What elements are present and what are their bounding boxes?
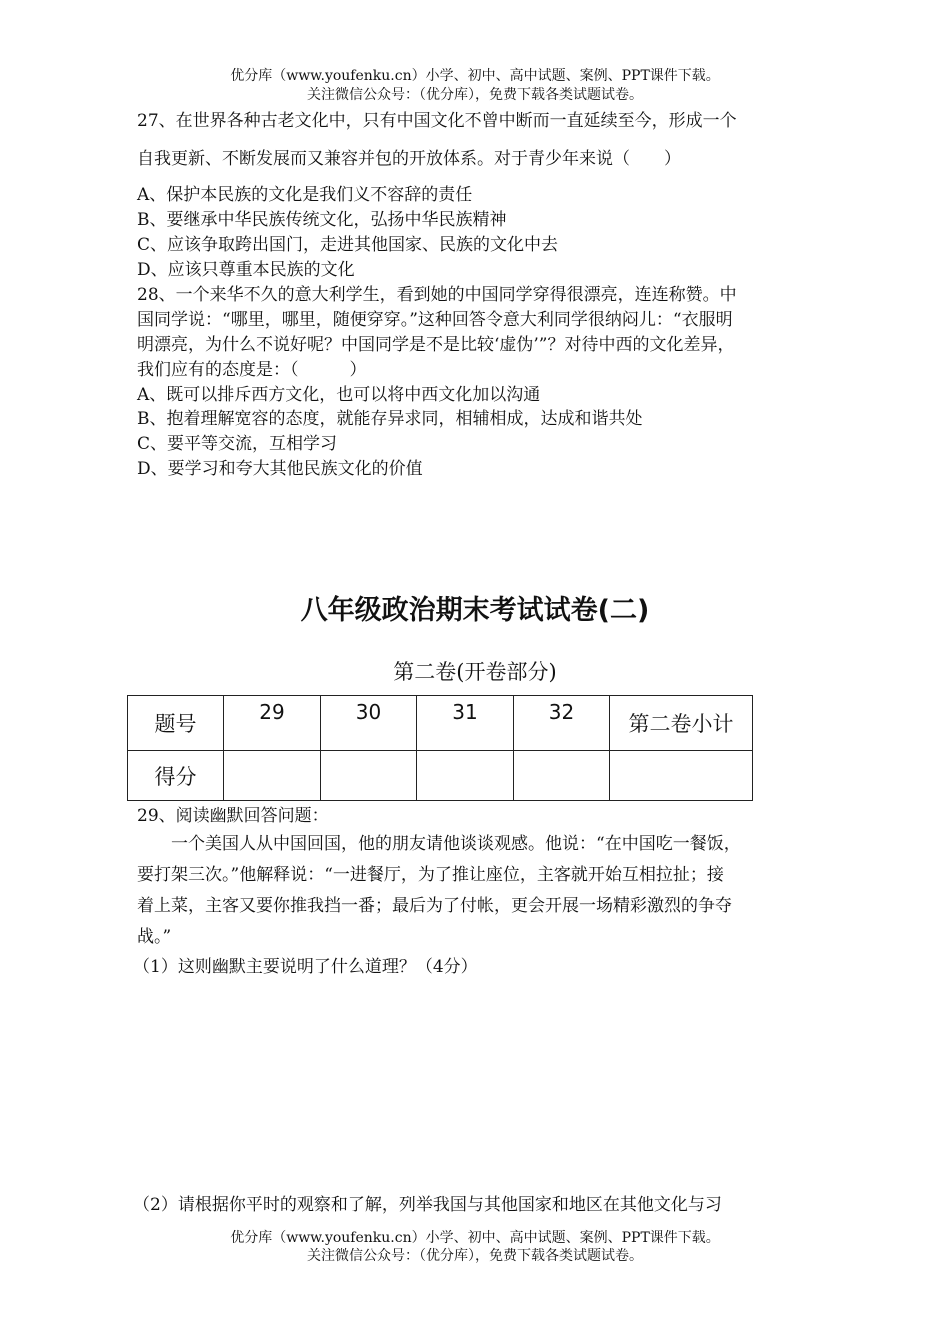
- q27-option-a: A、保护本民族的文化是我们义不容辞的责任: [137, 185, 473, 205]
- page-header-line-1: 优分库（www.youfenku.cn）小学、初中、高中试题、案例、PPT课件下载。: [230, 68, 720, 84]
- score-table-header-row: [128, 696, 753, 751]
- q29-sub-question-1: （1）这则幽默主要说明了什么道理？（4分）: [133, 957, 478, 977]
- q28-stem-line-1: 28、一个来华不久的意大利学生，看到她的中国同学穿得很漂亮，连连称赞。中: [137, 285, 737, 305]
- answer-space-1[interactable]: [137, 980, 817, 1180]
- q28-stem-line-2: 国同学说：“哪里，哪里，随便穿穿。”这种回答令意大利同学很纳闷儿：“衣服明: [137, 310, 733, 330]
- q29-passage-line-4: 战。”: [137, 927, 172, 947]
- question-number-label: 题号: [128, 696, 224, 751]
- section-title: 第二卷(开卷部分): [393, 660, 557, 684]
- q28-option-b: B、抱着理解宽容的态度，就能存异求同，相辅相成，达成和谐共处: [137, 409, 643, 429]
- page-header-line-2: 关注微信公众号：（优分库），免费下载各类试题试卷。: [307, 87, 643, 103]
- q28-option-d: D、要学习和夸大其他民族文化的价值: [137, 459, 423, 479]
- subtotal-label: 第二卷小计: [610, 696, 753, 751]
- score-cell-30[interactable]: [321, 751, 417, 801]
- q29-sub-question-2: （2）请根据你平时的观察和了解，列举我国与其他国家和地区在其他文化与习: [133, 1195, 722, 1215]
- score-label: 得分: [128, 751, 224, 801]
- question-number-31: 31: [417, 696, 514, 751]
- score-cell-31[interactable]: [417, 751, 514, 801]
- q27-stem-line-2: 自我更新、不断发展而又兼容并包的开放体系。对于青少年来说（ ）: [137, 149, 681, 169]
- question-number-32: 32: [514, 696, 610, 751]
- score-cell-29[interactable]: [224, 751, 321, 801]
- q28-stem-line-3: 明漂亮，为什么不说好呢？中国同学是不是比较‘虚伪’”？对待中西的文化差异，: [137, 335, 735, 355]
- score-table: [127, 695, 753, 801]
- q27-option-d: D、应该只尊重本民族的文化: [137, 260, 355, 280]
- q29-passage-line-2: 要打架三次。”他解释说：“一进餐厅，为了推让座位，主客就开始互相拉扯；接: [137, 865, 724, 885]
- score-cell-subtotal[interactable]: [610, 751, 753, 801]
- q29-passage-line-1: 一个美国人从中国回国，他的朋友请他谈谈观感。他说：“在中国吃一餐饭，: [137, 834, 741, 854]
- q29-heading: 29、阅读幽默回答问题：: [137, 806, 329, 826]
- q28-stem-line-4: 我们应有的态度是：（ ）: [137, 360, 367, 380]
- q29-passage-line-3: 着上菜，主客又要你推我挡一番；最后为了付帐，更会开展一场精彩激烈的争夺: [137, 896, 732, 916]
- page-footer-line-2: 关注微信公众号：（优分库），免费下载各类试题试卷。: [307, 1248, 643, 1264]
- page-footer-line-1: 优分库（www.youfenku.cn）小学、初中、高中试题、案例、PPT课件下载。: [230, 1230, 720, 1246]
- score-table-score-row: [128, 751, 753, 801]
- q27-option-c: C、应该争取跨出国门，走进其他国家、民族的文化中去: [137, 235, 559, 255]
- exam-title: 八年级政治期末考试试卷(二): [300, 595, 650, 626]
- q28-option-a: A、既可以排斥西方文化，也可以将中西文化加以沟通: [137, 385, 541, 405]
- question-number-29: 29: [224, 696, 321, 751]
- q27-option-b: B、要继承中华民族传统文化，弘扬中华民族精神: [137, 210, 507, 230]
- q27-stem-line-1: 27、在世界各种古老文化中，只有中国文化不曾中断而一直延续至今，形成一个: [137, 111, 737, 131]
- question-number-30: 30: [321, 696, 417, 751]
- q28-option-c: C、要平等交流，互相学习: [137, 434, 338, 454]
- score-cell-32[interactable]: [514, 751, 610, 801]
